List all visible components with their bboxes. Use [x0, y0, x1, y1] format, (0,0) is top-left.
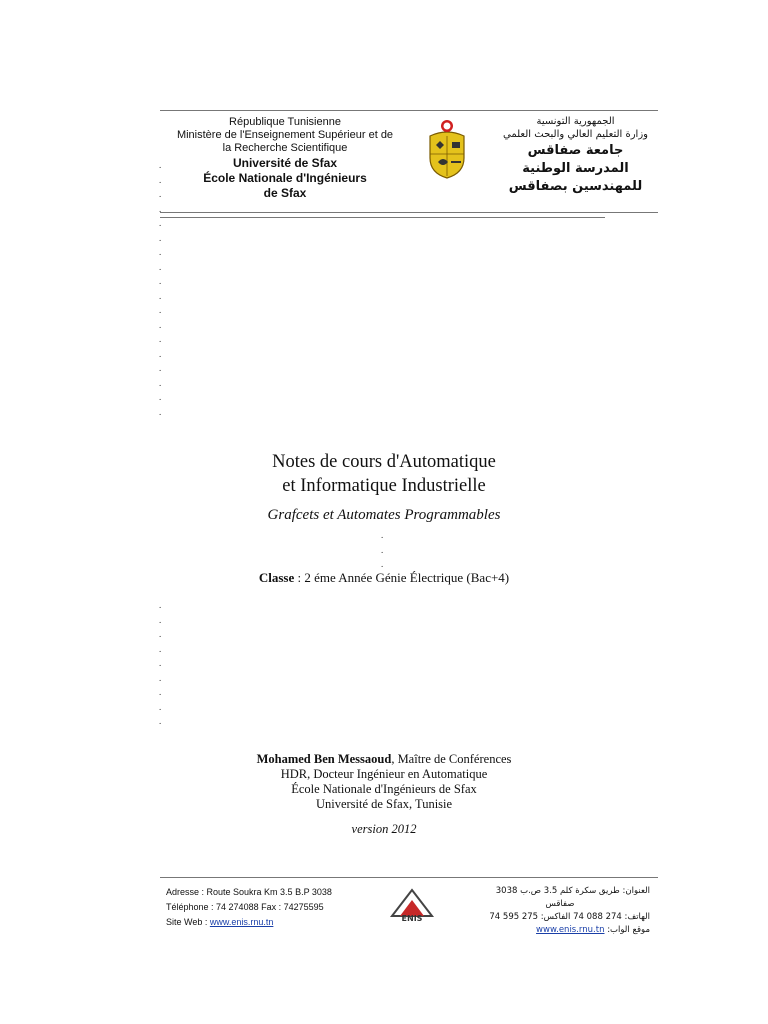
footer-ar-city: صفاقس [545, 899, 575, 909]
header-underline-rule [160, 217, 605, 218]
class-line [0, 570, 768, 586]
version-label: version 2012 [351, 822, 417, 836]
footer-rule [160, 877, 658, 878]
enis-logo-text: ENIS [401, 914, 423, 922]
enis-logo [388, 886, 436, 922]
title-block [0, 450, 768, 525]
author-role: , Maître de Conférences [391, 752, 512, 766]
footer-address: Adresse : Route Soukra Km 3.5 B.P 3038 [166, 887, 332, 897]
filler-dots-bottom: . . . . . . . . . [159, 600, 162, 726]
class-value: : 2 éme Année Génie Électrique (Bac+4) [294, 570, 510, 585]
arabic-school-label-2: للمهندسين بصفاقس [508, 179, 643, 194]
class-label: Classe [258, 570, 295, 585]
footer-site-line [166, 915, 332, 930]
title-line-1: Notes de cours d'Automatique [272, 452, 496, 472]
author-name: Mohamed Ben Messaoud [256, 752, 392, 766]
footer-phone: Téléphone : 74 274088 Fax : 74275595 [166, 902, 324, 912]
ministry-label-2: la Recherche Scientifique [222, 142, 348, 154]
header-bottom-rule [160, 212, 658, 213]
university-label: Université de Sfax [232, 156, 338, 170]
footer-french-block [166, 885, 332, 930]
title-line-2: et Informatique Industrielle [282, 476, 486, 496]
author-line-4: Université de Sfax, Tunisie [315, 797, 453, 811]
header-french-block [165, 115, 405, 201]
header-top-rule [160, 110, 658, 111]
author-line-2: HDR, Docteur Ingénieur en Automatique [280, 767, 488, 781]
footer-site-link[interactable]: www.enis.rnu.tn [209, 917, 274, 927]
footer-arabic-block [470, 885, 650, 937]
arabic-university-label: جامعة صفاقس [527, 143, 624, 158]
tunisia-coat-of-arms [426, 118, 468, 180]
arabic-republic-label: الجمهورية التونسية [536, 116, 615, 127]
author-line-1 [0, 752, 768, 767]
footer-ar-phone: الهاتف: 274 088 74 الفاكس: 275 595 74 [489, 912, 650, 922]
footer-ar-site-label: موقع الواب: [607, 925, 650, 935]
footer-site-label: Site Web : [166, 917, 210, 927]
ministry-label: Ministère de l'Enseignement Supérieur et de [176, 129, 394, 141]
arabic-school-label: المدرسة الوطنية [522, 161, 629, 176]
school-label: École Nationale d'Ingénieurs [203, 171, 367, 185]
footer-ar-site-line [470, 924, 650, 937]
school-label-2: de Sfax [263, 186, 307, 200]
filler-dots-middle: . . . [381, 530, 384, 569]
arabic-ministry-label: وزارة التعليم العالي والبحث العلمي [503, 129, 648, 140]
filler-dots-top: . . . . . . . . . . . . . . . . . . [159, 160, 162, 417]
header-arabic-block [478, 115, 673, 196]
author-line-3: École Nationale d'Ingénieurs de Sfax [291, 782, 477, 796]
author-block [0, 752, 768, 837]
footer-ar-address: العنوان: طريق سكرة كلم 3.5 ص.ب 3038 [495, 886, 650, 896]
subtitle: Grafcets et Automates Programmables [267, 507, 501, 523]
republic-label: République Tunisienne [229, 116, 341, 128]
footer-ar-site-link[interactable]: www.enis.rnu.tn [536, 925, 605, 935]
